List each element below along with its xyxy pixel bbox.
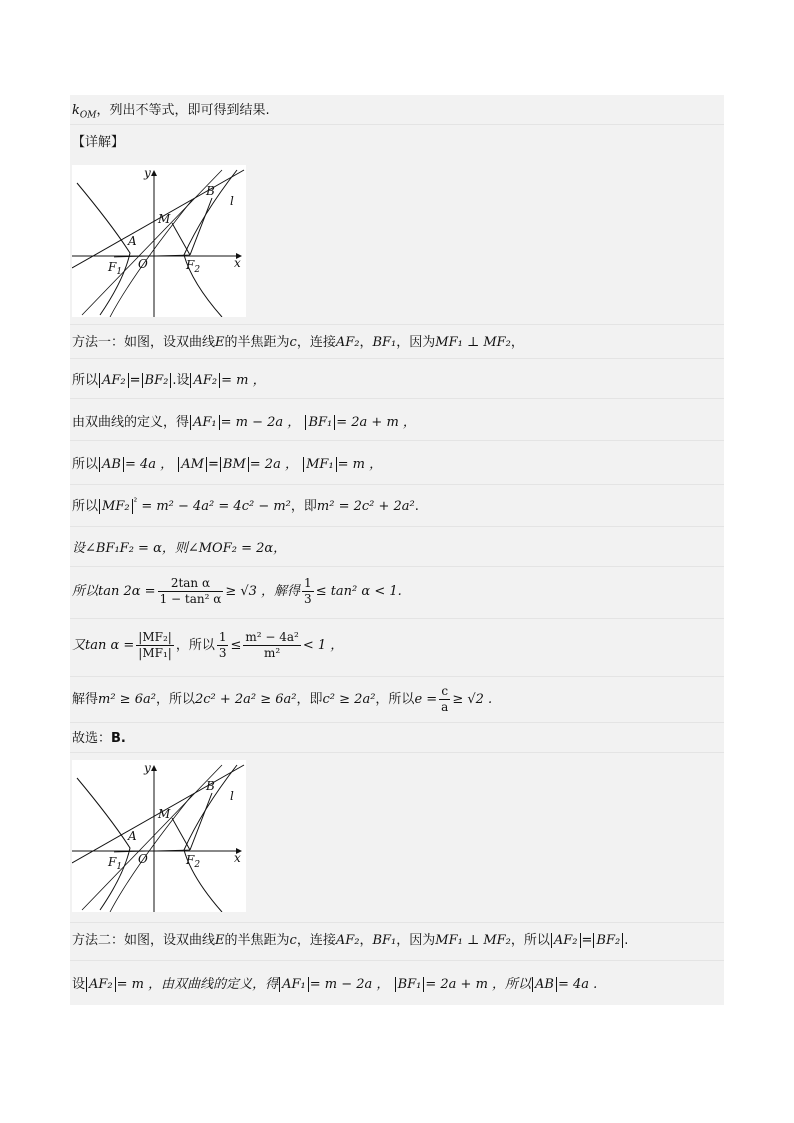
method1-line-8: 又tan α = $\frac{\text{|MF₂|}}{\text{|MF₁|}}$ ，所以 $\frac{1}{3}$ ≤ $\frac{\text{m² − 4a²}}{\text{m²}}$ < 1 ， bbox=[72, 630, 344, 660]
hyperbola-figure-1 bbox=[72, 165, 246, 317]
hyperbola-figure-2 bbox=[72, 760, 246, 912]
svg-text:F2: $F_2$ bbox=[186, 853, 201, 870]
svg-text:B: B bbox=[206, 184, 215, 198]
svg-text:x: x bbox=[234, 851, 241, 865]
method1-line-9: 解得m² ≥ 6a²，所以2c² + 2a² ≥ 6a²，即c² ≥ 2a²，所以e = $\frac{c}{a}$ ≥ √2 . bbox=[72, 684, 493, 714]
answer-line: 故选：B. bbox=[72, 731, 126, 746]
svg-text:O: O bbox=[138, 257, 148, 271]
svg-text:M: M bbox=[158, 212, 171, 226]
method1-line-1: 方法一：如图，设双曲线E的半焦距为c，连接AF₂，BF₁，因为MF₁ ⊥ MF₂， bbox=[72, 335, 524, 350]
method1-line-6: 设∠BF₁F₂ = α，则∠MOF₂ = 2α， bbox=[72, 541, 287, 556]
section-heading: 【详解】 bbox=[72, 135, 125, 150]
svg-text:O: O bbox=[138, 852, 148, 866]
svg-text:l: l bbox=[230, 194, 234, 208]
svg-text:y: y bbox=[144, 761, 151, 775]
svg-text:B: B bbox=[206, 779, 215, 793]
svg-text:A: A bbox=[128, 829, 137, 843]
svg-text:l: l bbox=[230, 789, 234, 803]
method1-line-4: 所以 AB = 4a ， AM = BM = 2a ， MF₁ = m ， bbox=[72, 457, 383, 472]
method1-line-7: 所以tan 2α = $\frac{\text{2tan α}}{\text{1 − tan² α}}$ ≥ √3 ，解得 $\frac{1}{3}$ ≤ tan² α < 1. bbox=[72, 576, 402, 606]
method2-line-1: 方法二：如图，设双曲线E的半焦距为c，连接AF₂，BF₁，因为MF₁ ⊥ MF₂，所以 AF₂ = BF₂ . bbox=[72, 933, 629, 948]
method1-line-5: 所以 MF₂ $^{^2}$ = m² − 4a² = 4c² − m²，即m² = 2c² + 2a². bbox=[72, 497, 419, 514]
svg-text:F1: $F_1$ bbox=[108, 260, 123, 277]
intro-line: $k_{OM}$，列出不等式，即可得到结果. bbox=[72, 103, 270, 121]
method1-line-3: 由双曲线的定义，得 AF₁ = m − 2a ， BF₁ = 2a + m ， bbox=[72, 415, 416, 430]
method1-line-2: 所以 AF₂ = BF₂ .设 AF₂ = m ， bbox=[72, 373, 266, 388]
svg-text:y: y bbox=[144, 166, 151, 180]
svg-text:x: x bbox=[234, 256, 241, 270]
method2-line-2: 设 AF₂ = m ，由双曲线的定义，得 AF₁ = m − 2a ， BF₁ = 2a + m ，所以 AB = 4a . bbox=[72, 977, 598, 992]
svg-text:F1: $F_1$ bbox=[108, 855, 123, 872]
svg-text:M: M bbox=[158, 807, 171, 821]
svg-text:A: A bbox=[128, 234, 137, 248]
svg-text:F2: $F_2$ bbox=[186, 258, 201, 275]
